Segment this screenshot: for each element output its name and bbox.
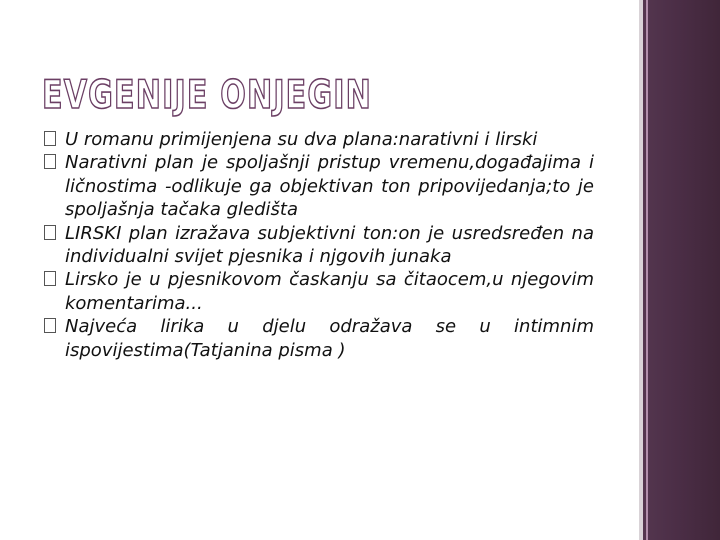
bullet-text: Lirsko je u pjesnikovom časkanju sa čitaocem,u njegovim komentarima... [65,269,594,314]
slide-title-graphic [40,66,400,118]
list-item [44,222,594,269]
square-bullet-icon [44,225,56,240]
list-item [44,315,594,362]
square-bullet-icon [44,131,56,146]
side-panel-stripe [646,0,648,540]
list-item [44,128,594,151]
bullet-list [44,128,594,362]
bullet-text: Narativni plan je spoljašnji pristup vremenu,događajima i ličnostima -odlikuje ga objektivan ton pripovijedanja;to je spoljašnja tačaka gledišta [65,152,594,221]
list-item [44,268,594,315]
square-bullet-icon [44,154,56,169]
slide-title [40,66,400,118]
bullet-text: LIRSKI plan izražava subjektivni ton:on je usredsređen na individualni svijet pjesnika i njgovih junaka [65,222,594,268]
list-item [44,151,594,221]
square-bullet-icon [44,318,56,333]
bullet-text: Najveća lirika u djelu odražava se u intimnim ispovijestima(Tatjanina pisma ) [65,316,594,361]
square-bullet-icon [44,271,56,286]
side-panel [643,0,720,540]
slide-title-text: EVGENIJE ONJEGIN [42,73,372,118]
bullet-text: U romanu primijenjena su dva plana:narativni i lirski [65,129,538,150]
